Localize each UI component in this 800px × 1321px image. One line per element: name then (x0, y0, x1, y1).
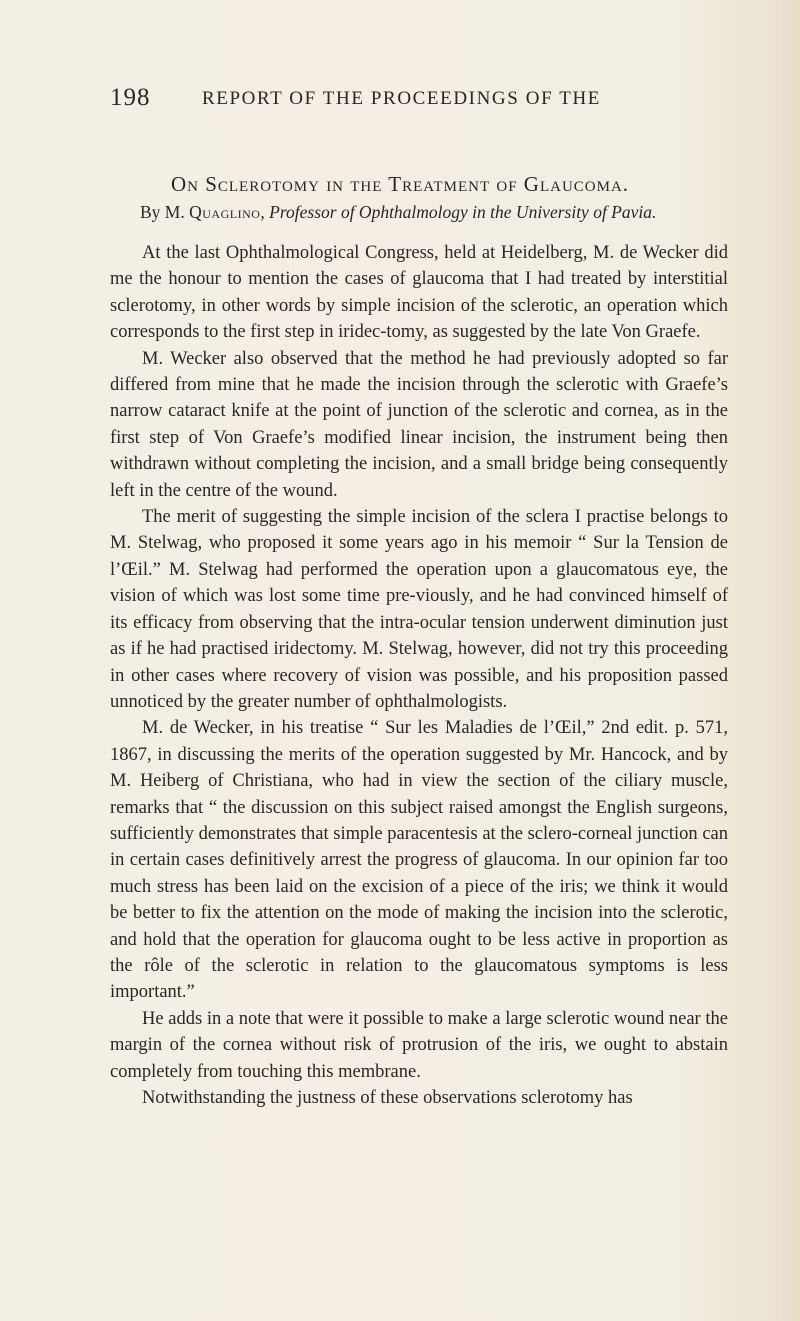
byline-prefix: By M. (140, 202, 190, 222)
byline (140, 202, 656, 223)
paragraph-5: He adds in a note that were it possible to make a large sclerotic wound near the margin of the cornea without risk of protrusion of the iris, we ought to abstain completely from touching this membrane. (110, 1008, 728, 1082)
paragraph-4: M. de Wecker, in his treatise “ Sur les Maladies de l’Œil,” 2nd edit. p. 571, 1867, in discussing the merits of the operation suggested by Mr. Hancock, and by M. Heiberg of Christiana, who had in view the section of the ciliary muscle, remarks that “ the discussion on this subject raised amongst the English surgeons, sufficiently demonstrates that simple paracentesis at the sclero-corneal junction can in certain cases definitively arrest the progress of glaucoma. In our opinion far too much stress has been laid on the excision of a piece of the iris; we think it would be better to fix the attention on the mode of making the incision into the sclerotic, and hold that the operation for glaucoma ought to be less active in proportion as the rôle of the sclerotic in relation to the glaucomatous symptoms is less important.” (110, 718, 728, 1003)
paragraph-2: M. Wecker also observed that the method he had previously adopted so far differed from mine that he made the incision through the sclerotic with Graefe’s narrow cataract knife at the point of junction of the sclerotic and cornea, as in the first step of Von Graefe’s modified linear incision, the instrument being then withdrawn without completing the incision, and a small bridge being consequently left in the centre of the wound. (110, 348, 728, 501)
body-text (110, 240, 728, 1111)
author-name: Quaglino (189, 202, 261, 222)
author-affiliation: Professor of Ophthalmology in the University of Pavia. (269, 202, 657, 222)
running-head (110, 84, 730, 114)
paragraph-1: At the last Ophthalmological Congress, held at Heidelberg, M. de Wecker did me the honour to mention the cases of glaucoma that I had treated by interstitial sclerotomy, in other words by simple incision of the sclerotic, an operation which corresponds to the first step in iridec-tomy, as suggested by the late Von Graefe. (110, 243, 728, 343)
page-number: 198 (110, 84, 151, 111)
article-title: On Sclerotomy in the Treatment of Glaucoma. (170, 172, 630, 196)
running-head-title: REPORT OF THE PROCEEDINGS OF THE (202, 88, 601, 109)
paragraph-6: Notwithstanding the justness of these observations sclerotomy has (142, 1088, 633, 1108)
paragraph-3: The merit of suggesting the simple incision of the sclera I practise belongs to M. Stelwag, who proposed it some years ago in his memoir “ Sur la Tension de l’Œil.” M. Stelwag had performed the operation upon a glaucomatous eye, the vision of which was lost some time pre-viously, and he had convinced himself of its efficacy from observing that the intra-ocular tension underwent diminution just as if he had practised iridectomy. M. Stelwag, however, did not try this proceeding in other cases where recovery of vision was possible, and his proposition passed unnoticed by the greater number of ophthalmologists. (110, 507, 728, 712)
byline-separator: , (260, 202, 270, 222)
